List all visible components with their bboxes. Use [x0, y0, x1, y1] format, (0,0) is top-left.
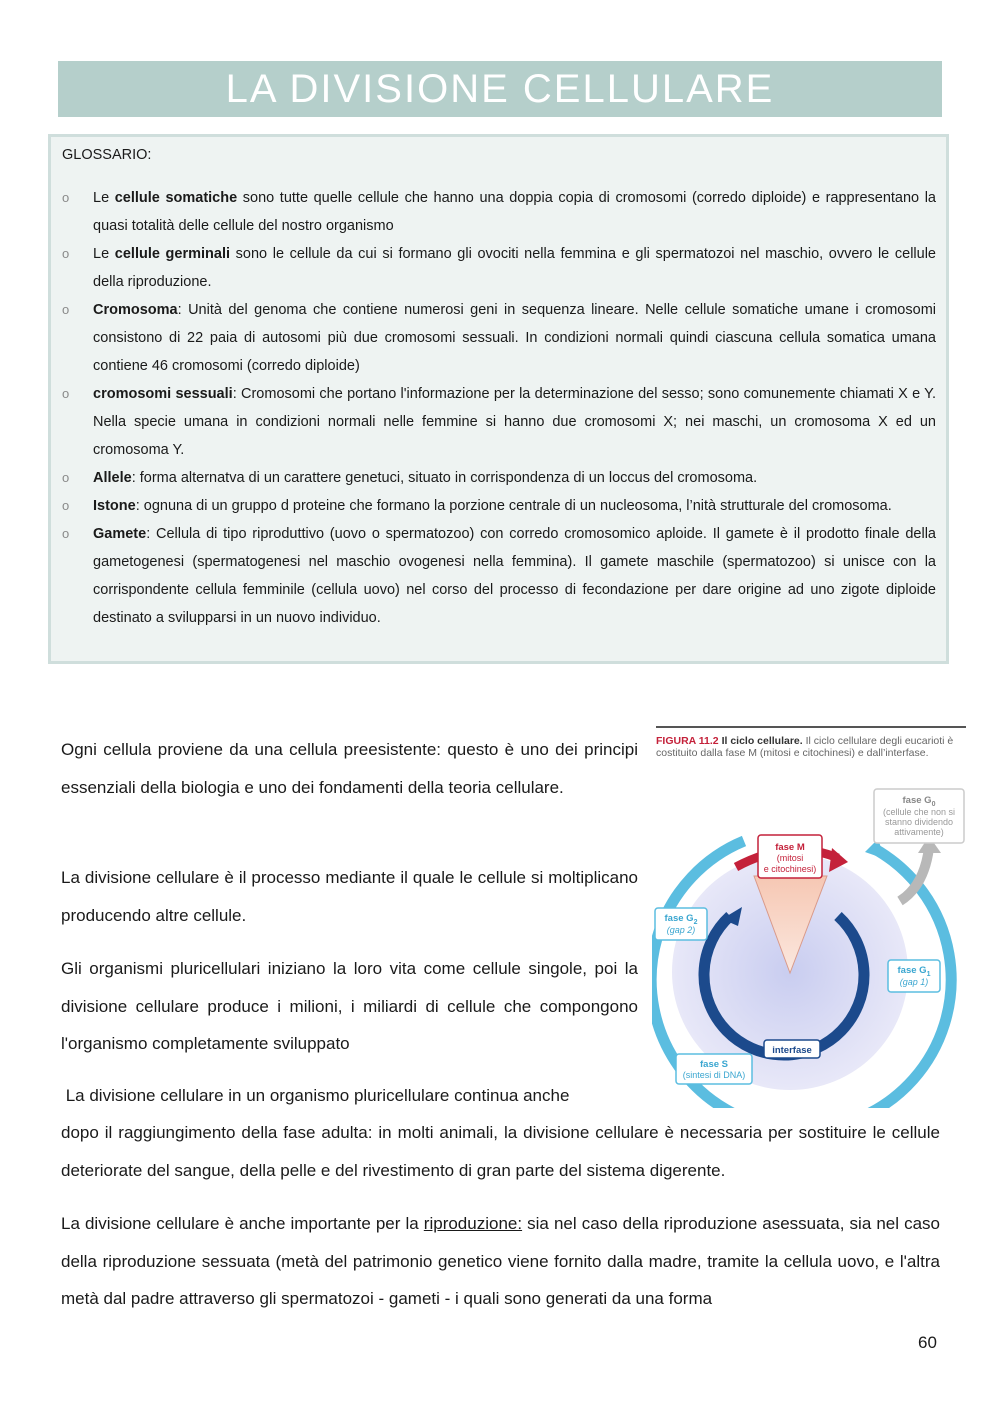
fase-g1-title-main: fase G [897, 965, 927, 976]
figure-title: Il ciclo cellulare. [721, 735, 803, 747]
title-banner [58, 61, 942, 117]
glossary-box [48, 134, 949, 664]
fase-m-line2: e citochinesi) [763, 864, 817, 874]
glossary-definition: : Cellula di tipo riproduttivo (uovo o spermatozoo) con corredo cromosomico aploide. Il gamete è il prodotto finale della gametogenesi (spermatogenesi nel maschio ovogenesi nella femmina). Il gamete maschile (spermatozoo) si unisce con la corrispondente cellula femminile (cellula uovo) nel corso del processo di fecondazione per dare origine ad uno zigote diploide destinato a svilupparsi in un nuovo individuo. [93, 526, 936, 626]
glossary-term: Cromosoma [93, 302, 178, 318]
cell-cycle-figure [652, 726, 968, 1108]
glossary-item [62, 380, 936, 464]
glossary-term: Allele [93, 470, 132, 486]
glossary-term: Istone [93, 498, 136, 514]
page-title: LA DIVISIONE CELLULARE [225, 66, 775, 111]
glossary-heading: GLOSSARIO: [62, 147, 152, 163]
glossary-item [62, 184, 936, 240]
fase-s-title: fase S [700, 1059, 728, 1070]
fase-g2-title-main: fase G [664, 913, 694, 924]
bullet-icon: o [62, 526, 70, 541]
glossary-item [62, 240, 936, 296]
paragraph-4-start: La divisione cellulare in un organismo pluricellulare continua anche [61, 1086, 570, 1105]
fase-g0-line1: (cellule che non si [882, 807, 956, 817]
glossary-definition: : Unità del genoma che contiene numerosi geni in sequenza lineare. Nelle cellule somatiche umane i cromosomi consistono di 22 paia di autosomi più due cromosomi sessuali. In condizioni normali quindi ciascuna cellula somatica umana contiene 46 cromosomi (corredo diploide) [93, 302, 936, 374]
glossary-item-prefix: Le [93, 190, 115, 206]
glossary-item-prefix: Le [93, 246, 115, 262]
fase-g0-title-sub: 0 [931, 801, 936, 808]
glossary-item [62, 492, 936, 520]
glossary-definition: : ognuna di un gruppo d proteine che formano la porzione centrale di un nucleosoma, l’nità strutturale del cromosoma. [135, 498, 892, 514]
glossary-term: Gamete [93, 526, 147, 542]
glossary-term: cromosomi sessuali [93, 386, 233, 402]
glossary-term: cellule somatiche [114, 190, 238, 206]
figure-caption-text: Il ciclo cellulare degli eucarioti è costituito dalla fase M (mitosi e citochinesi) e dall’interfase. [656, 735, 954, 759]
fase-g1-title-sub: 1 [926, 971, 931, 978]
paragraph-2: La divisione cellulare è il processo mediante il quale le cellule si moltiplicano producendo altre cellule. [61, 868, 638, 925]
fase-g0-line2: stanno dividendo [884, 817, 954, 827]
fase-g1-line1: (gap 1) [899, 977, 929, 987]
paragraph-1: Ogni cellula proviene da una cellula preesistente: questo è uno dei principi essenziali della biologia e uno dei fondamenti della teoria cellulare. [61, 740, 638, 797]
glossary-item [62, 296, 936, 380]
page-number: 60 [918, 1333, 937, 1352]
figure-number: FIGURA 11.2 [656, 735, 719, 747]
glossary-definition: sono le cellule da cui si formano gli ovociti nella femmina e gli spermatozoi nel maschio, ovvero le cellule della riproduzione. [93, 246, 936, 290]
glossary-item [62, 464, 936, 492]
fase-g0-line3: attivamente) [894, 827, 944, 837]
glossary-definition: : forma alternatva di un carattere genetuci, situato in corrispondenza di un loccus del cromosoma. [131, 470, 758, 486]
fase-s-line1: (sintesi di DNA) [682, 1070, 746, 1080]
bullet-icon: o [62, 470, 70, 485]
bullet-icon: o [62, 498, 70, 513]
paragraph-5-after: sia nel caso della riproduzione asessuata, sia nel caso della riproduzione sessuata (metà del patrimonio genetico viene fornito dalla madre, tramite la cellula uovo, e l'altra metà dal padre attraverso gli spermatozoi - gameti - i quali sono generati da una forma [61, 1214, 941, 1308]
paragraph-4-continued: dopo il raggiungimento della fase adulta: in molti animali, la divisione cellulare è necessaria per sostituire le cellule deteriorate del sangue, della pelle e del rivestimento di gran parte del sistema digerente. [61, 1123, 940, 1180]
fase-g0-title-main: fase G [902, 795, 932, 806]
fase-m-title: fase M [775, 842, 805, 853]
bullet-icon: o [62, 302, 70, 317]
bullet-icon: o [62, 386, 70, 401]
glossary-definition: sono tutte quelle cellule che hanno una doppia copia di cromosomi (corredo diploide) e rappresentano la quasi totalità delle cellule del nostro organismo [93, 190, 936, 234]
fase-g2-title-sub: 2 [693, 919, 698, 926]
glossary-definition: : Cromosomi che portano l'informazione per la determinazione del sesso; sono comunemente chiamati X e Y. Nella specie umana in condizioni normali nelle femmine si hanno due cromosomi X; nei maschi, un cromosoma X ed un cromosoma Y. [93, 386, 937, 458]
paragraph-5-before: La divisione cellulare è anche importante per la [61, 1214, 424, 1233]
paragraph-3: Gli organismi pluricellulari iniziano la loro vita come cellule singole, poi la divisione cellulare produce i milioni, i miliardi di cellule che compongono l'organismo completamente sviluppato [61, 959, 638, 1053]
cell-cycle-diagram [652, 726, 968, 1108]
underlined-word: riproduzione: [423, 1214, 523, 1233]
bullet-icon: o [62, 190, 70, 205]
interfase-label: interfase [772, 1045, 812, 1056]
fase-m-line1: (mitosi [776, 853, 804, 863]
glossary-list [62, 184, 936, 632]
glossary-item [62, 520, 936, 632]
bullet-icon: o [62, 246, 70, 261]
fase-g2-line1: (gap 2) [666, 925, 696, 935]
glossary-term: cellule germinali [114, 246, 231, 262]
paragraph-5 [61, 1205, 940, 1318]
